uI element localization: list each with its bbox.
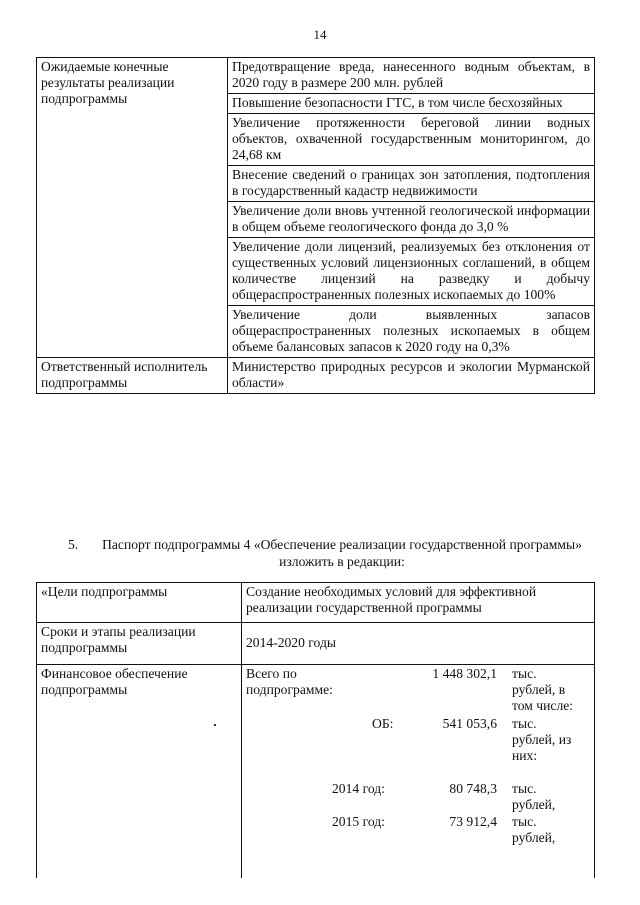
terms-label: Сроки и этапы реализации подпрограммы (37, 623, 242, 665)
finance-total-unit: тыс. рублей, в том числе: (512, 666, 574, 713)
results-table (36, 57, 595, 394)
result-item: Внесение сведений о границах зон затопления, подтопления в государственный кадастр недвижимости (228, 166, 595, 202)
finance-details (242, 665, 595, 879)
finance-label: Финансовое обеспечение подпрограммы (37, 665, 242, 879)
terms-value: 2014-2020 годы (242, 623, 595, 665)
finance-2014-unit: тыс. рублей, (512, 781, 556, 812)
responsible-executor-label: Ответственный исполнитель подпрограммы (37, 358, 228, 394)
finance-ob-unit: тыс. рублей, из них: (512, 716, 572, 763)
section-title: Паспорт подпрограммы 4 «Обеспечение реализации государственной программы» изложить в редакции: (102, 537, 582, 569)
result-item: Увеличение протяженности береговой линии водных объектов, охваченной государственным мониторингом, до 24,68 км (228, 114, 595, 166)
section-number: 5. (68, 537, 79, 552)
result-item: Предотвращение вреда, нанесенного водным объектам, в 2020 году в размере 200 млн. рублей (228, 58, 595, 94)
scan-speck (214, 724, 216, 726)
section-heading (36, 536, 596, 570)
finance-total-label: Всего по подпрограмме: (246, 666, 333, 697)
expected-results-label: Ожидаемые конечные результаты реализации подпрограммы (37, 58, 228, 358)
finance-2014-amount: 80 748,3 (449, 781, 497, 796)
result-item: Увеличение доли выявленных запасов общераспространенных полезных ископаемых в общем объеме балансовых запасов к 2020 году на 0,3% (228, 306, 595, 358)
finance-2014-label: 2014 год: (332, 781, 385, 796)
goals-value: Создание необходимых условий для эффективной реализации государственной программы (242, 583, 595, 623)
finance-total-amount: 1 448 302,1 (432, 666, 497, 681)
finance-2015-label: 2015 год: (332, 814, 385, 829)
responsible-executor-value: Министерство природных ресурсов и экологии Мурманской области» (228, 358, 595, 394)
result-item: Повышение безопасности ГТС, в том числе бесхозяйных (228, 94, 595, 114)
finance-ob-label: ОБ: (372, 716, 394, 731)
passport-table (36, 582, 595, 878)
page-number: 14 (313, 27, 327, 42)
goals-label: «Цели подпрограммы (37, 583, 242, 623)
finance-2015-amount: 73 912,4 (449, 814, 497, 829)
finance-2015-unit: тыс. рублей, (512, 814, 556, 845)
result-item: Увеличение доли вновь учтенной геологической информации в общем объеме геологического фонда до 3,0 % (228, 202, 595, 238)
finance-ob-amount: 541 053,6 (442, 716, 497, 731)
result-item: Увеличение доли лицензий, реализуемых без отклонения от существенных условий лицензионных соглашений, в общем количестве лицензий на разведку и добычу общераспространенных полезных ископаемых до 100% (228, 238, 595, 306)
